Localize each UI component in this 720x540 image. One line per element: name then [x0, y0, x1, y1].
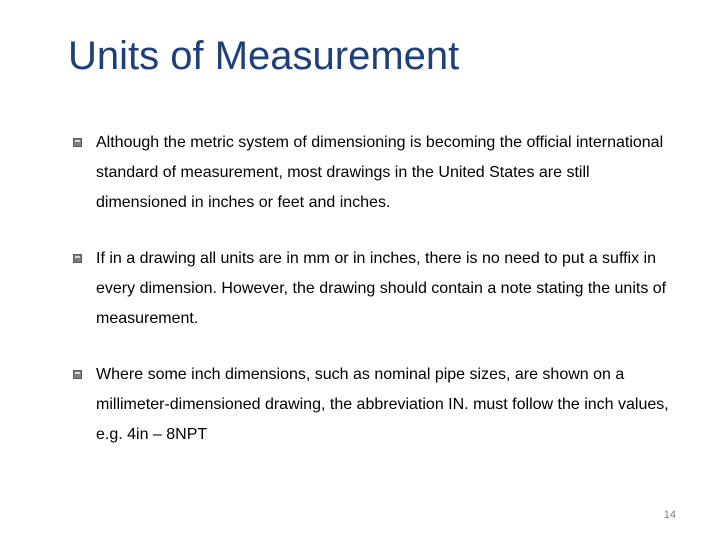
bullet-list	[70, 128, 670, 476]
square-bullet-icon	[73, 370, 82, 379]
bullet-text: If in a drawing all units are in mm or in inches, there is no need to put a suffix in every dimension. However, the drawing should contain a note stating the units of measurement.	[96, 250, 667, 327]
square-bullet-icon	[73, 254, 82, 263]
slide-title: Units of Measurement	[68, 34, 460, 78]
square-bullet-icon	[73, 138, 82, 147]
bullet-item	[70, 244, 670, 334]
bullet-text: Where some inch dimensions, such as nominal pipe sizes, are shown on a millimeter-dimensioned drawing, the abbreviation IN. must follow the inch values, e.g. 4in – 8NPT	[96, 366, 669, 443]
bullet-text: Although the metric system of dimensioning is becoming the official international standard of measurement, most drawings in the United States are still dimensioned in inches or feet and inches.	[96, 134, 664, 211]
bullet-item	[70, 128, 670, 218]
bullet-item	[70, 360, 670, 450]
page-number: 14	[663, 509, 676, 521]
